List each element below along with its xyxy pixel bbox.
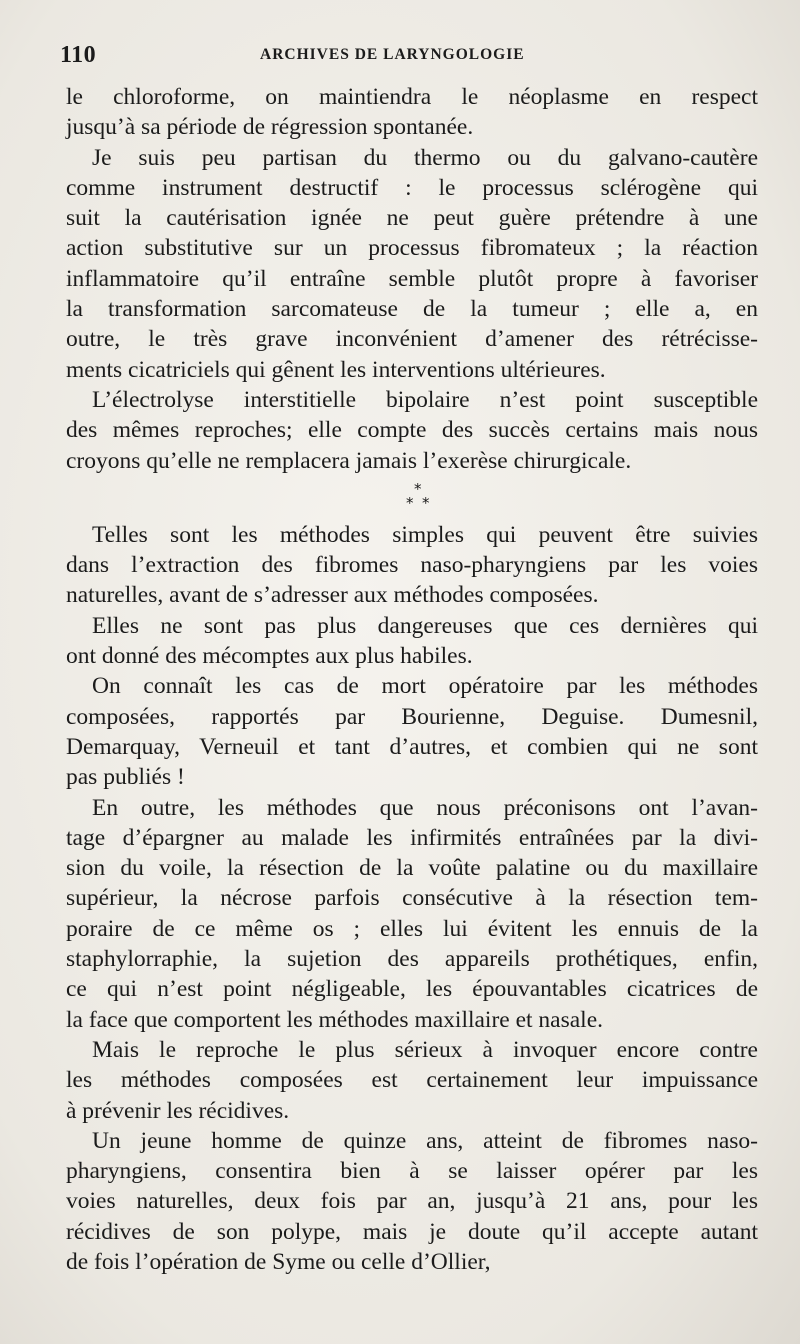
text-line: staphylorraphie, la sujetion des appareils prothétiques, enfin, [66, 946, 758, 973]
text-line: la face que comportent les méthodes maxillaire et nasale. [66, 1006, 604, 1033]
text-line: ments cicatriciels qui gênent les interventions ultérieures. [66, 356, 606, 383]
page-header [60, 40, 760, 74]
text-line: ce qui n’est point négligeable, les épouvantables cicatrices de [66, 976, 758, 1003]
paragraph-start-line: En outre, les méthodes que nous préconisons ont l’avan- [92, 794, 758, 821]
paragraph-start-line: Mais le reproche le plus sérieux à invoquer encore contre [92, 1036, 758, 1063]
text-line: inflammatoire qu’il entraîne semble plutôt propre à favoriser [66, 265, 758, 292]
text-line: le chloroforme, on maintiendra le néoplasme en respect [66, 84, 758, 110]
text-line: Demarquay, Verneuil et tant d’autres, et combien qui ne sont [66, 733, 758, 760]
paragraph-start-line: Elles ne sont pas plus dangereuses que ces dernières qui [92, 612, 758, 639]
text-line: ont donné des mécomptes aux plus habiles. [66, 643, 473, 670]
text-line: jusqu’à sa période de régression spontanée. [66, 114, 474, 141]
text-line: tage d’épargner au malade les infirmités entraînées par la divi- [66, 824, 758, 851]
text-line: croyons qu’elle ne remplacera jamais l’exerèse chirurgicale. [66, 447, 632, 474]
asterism-star: * [422, 493, 430, 512]
text-line: voies naturelles, deux fois par an, jusqu’à 21 ans, pour les [66, 1188, 758, 1215]
paragraph-start-line: Telles sont les méthodes simples qui peuvent être suivies [92, 521, 758, 548]
text-line: de fois l’opération de Syme ou celle d’Ollier, [66, 1248, 491, 1275]
text-line: la transformation sarcomateuse de la tumeur ; elle a, en [66, 296, 758, 323]
text-line: dans l’extraction des fibromes naso-pharyngiens par les voies [66, 552, 758, 579]
asterism [406, 480, 436, 510]
paragraph-start-line: On connaît les cas de mort opératoire par les méthodes [92, 673, 758, 700]
text-line: supérieur, la nécrose parfois consécutive à la résection tem- [66, 885, 758, 912]
text-line: à prévenir les récidives. [66, 1097, 290, 1124]
text-line: sion du voile, la résection de la voûte palatine ou du maxillaire [66, 855, 758, 882]
text-line: les méthodes composées est certainement leur impuissance [66, 1067, 758, 1094]
section-separator [66, 476, 758, 520]
running-head: ARCHIVES DE LARYNGOLOGIE [260, 46, 525, 63]
text-line: pas publiés ! [66, 764, 185, 791]
asterism-star: * [406, 493, 414, 512]
body-text [66, 82, 758, 1277]
text-line: naturelles, avant de s’adresser aux méthodes composées. [66, 582, 599, 609]
text-line: outre, le très grave inconvénient d’amener des rétrécisse- [66, 326, 758, 353]
text-line: suit la cautérisation ignée ne peut guère prétendre à une [66, 205, 758, 232]
text-line: des mêmes reproches; elle compte des succès certains mais nous [66, 417, 758, 444]
text-line: action substitutive sur un processus fibromateux ; la réaction [66, 235, 758, 262]
asterism-star: * [414, 479, 422, 498]
text-line: comme instrument destructif : le processus sclérogène qui [66, 174, 758, 201]
text-line: récidives de son polype, mais je doute qu’il accepte autant [66, 1218, 758, 1245]
text-line: composées, rapportés par Bourienne, Deguise. Dumesnil, [66, 703, 758, 730]
paragraph-start-line: L’électrolyse interstitielle bipolaire n’est point susceptible [92, 386, 758, 413]
paragraph-start-line: Un jeune homme de quinze ans, atteint de fibromes naso- [92, 1127, 758, 1154]
paragraph-start-line: Je suis peu partisan du thermo ou du galvano-cautère [92, 144, 758, 171]
text-line: pharyngiens, consentira bien à se laisser opérer par les [66, 1158, 758, 1185]
text-line: poraire de ce même os ; elles lui évitent les ennuis de la [66, 915, 758, 942]
page-number: 110 [60, 42, 97, 68]
